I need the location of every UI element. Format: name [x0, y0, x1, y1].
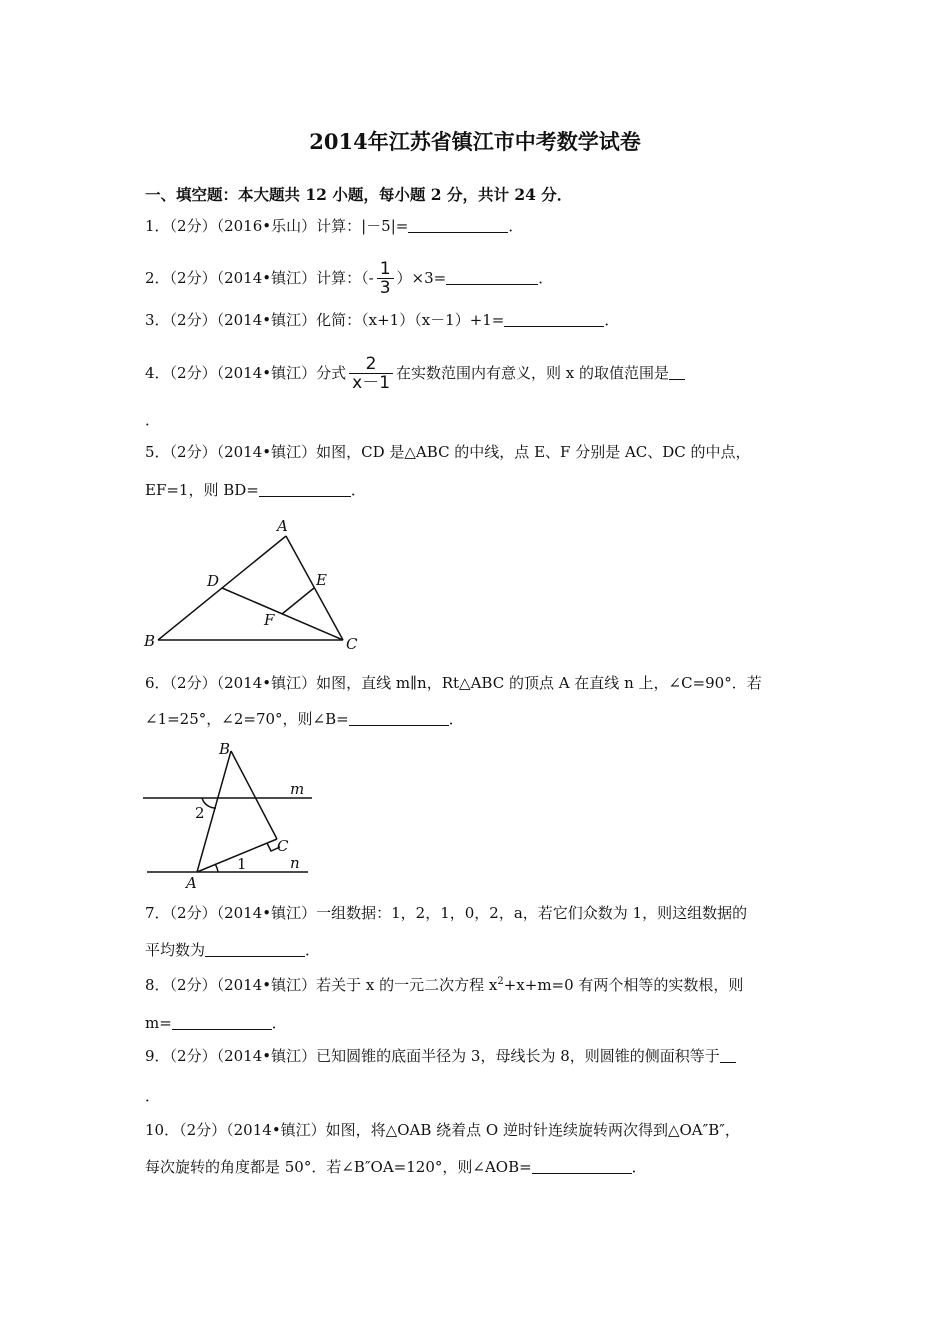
label-angle-1: 1: [237, 855, 247, 873]
q4-frac-denominator: x－1: [352, 373, 391, 393]
q9-answer-blank[interactable]: [720, 1048, 736, 1063]
q4-points: （2分）: [169, 364, 217, 382]
question-7-line2: [145, 940, 320, 960]
q6-number: 6．: [145, 674, 170, 692]
q7-answer-blank[interactable]: [205, 942, 305, 957]
q5-text1: 如图，CD 是△ABC 的中线，点 E、F 分别是 AC、DC 的中点，: [316, 443, 751, 461]
q2-frac-numerator: 1: [377, 260, 394, 279]
q6-points: （2分）: [169, 674, 217, 692]
q5-number: 5．: [145, 443, 170, 461]
q1-points: （2分）: [169, 217, 217, 235]
q8-text1b: +x+m=0 有两个相等的实数根，则: [503, 976, 744, 994]
q5-text2: EF=1，则 BD=: [145, 481, 259, 499]
label-a: A: [186, 874, 197, 892]
question-4: [145, 355, 685, 393]
q5-points: （2分）: [169, 443, 217, 461]
q7-number: 7．: [145, 904, 170, 922]
label-b: B: [219, 740, 231, 758]
question-9: [145, 1046, 736, 1066]
q3-end: ．: [604, 311, 620, 329]
q7-text2: 平均数为: [145, 941, 206, 959]
q8-text2: m=: [145, 1014, 172, 1032]
q6-text2: ∠1=25°，∠2=70°，则∠B=: [145, 710, 349, 728]
question-8-line1: [145, 975, 743, 995]
q4-source: （2014•镇江）: [216, 364, 317, 382]
question-3: [145, 310, 619, 330]
q2-fraction: [377, 260, 394, 298]
q3-source: （2014•镇江）: [216, 311, 317, 329]
angle-1-arc: [215, 864, 218, 872]
label-b: B: [144, 632, 156, 650]
q10-source: （2014•镇江）: [226, 1121, 326, 1139]
side-bc: [231, 751, 277, 839]
label-e: E: [316, 571, 327, 589]
q2-text-a: 计算：（-: [316, 269, 374, 287]
question-2: [145, 260, 553, 298]
q2-points: （2分）: [169, 269, 217, 287]
label-c: C: [346, 635, 358, 652]
q8-points: （2分）: [169, 976, 217, 994]
q3-points: （2分）: [169, 311, 217, 329]
question-5-line1: [145, 442, 751, 462]
label-f: F: [264, 611, 275, 629]
q9-end: ．: [145, 1087, 161, 1105]
q8-end: ．: [271, 1014, 287, 1032]
q10-text1: 如图，将△OAB 绕着点 O 逆时针连续旋转两次得到△OA″B″，: [325, 1121, 740, 1139]
q10-number: 10．: [145, 1121, 180, 1139]
q2-end: ．: [538, 269, 554, 287]
side-ac: [286, 536, 343, 640]
question-5-line2: [145, 480, 366, 500]
q3-answer-blank[interactable]: [504, 312, 604, 327]
q10-end: ．: [631, 1158, 647, 1176]
label-n: n: [290, 854, 300, 872]
q8-source: （2014•镇江）: [216, 976, 317, 994]
q6-text1: 如图，直线 m∥n，Rt△ABC 的顶点 A 在直线 n 上，∠C=90°．若: [316, 674, 762, 692]
q10-answer-blank[interactable]: [532, 1159, 632, 1174]
q8-text1a: 若关于 x 的一元二次方程 x: [316, 976, 498, 994]
q1-answer-blank[interactable]: [408, 218, 508, 233]
q5-answer-blank[interactable]: [259, 482, 351, 497]
page-title: 2014年江苏省镇江市中考数学试卷: [309, 129, 641, 154]
q1-source: （2016•乐山）: [216, 217, 317, 235]
q4-number: 4．: [145, 364, 170, 382]
q2-source: （2014•镇江）: [216, 269, 317, 287]
q10-points: （2分）: [179, 1121, 227, 1139]
question-1: [145, 216, 523, 236]
q5-end: ．: [350, 481, 366, 499]
q4-text-a: 分式: [316, 364, 347, 382]
q7-end: ．: [305, 941, 321, 959]
question-6-line2: [145, 709, 464, 729]
q6-end: ．: [448, 710, 464, 728]
q6-source: （2014•镇江）: [216, 674, 317, 692]
q4-text-b: 在实数范围内有意义，则 x 的取值范围是: [396, 364, 670, 382]
question-7-line1: [145, 903, 747, 923]
q9-text: 已知圆锥的底面半径为 3，母线长为 8，则圆锥的侧面积等于: [316, 1047, 720, 1065]
question-8-line2: [145, 1013, 287, 1033]
q2-frac-denominator: 3: [379, 278, 391, 298]
q3-number: 3．: [145, 311, 170, 329]
q1-end: ．: [508, 217, 524, 235]
q6-parallel-lines-figure: [140, 738, 330, 892]
q2-text-b: ）×3=: [396, 269, 447, 287]
section-heading: 一、填空题：本大题共 12 小题，每小题 2 分，共计 24 分．: [145, 185, 573, 204]
q9-points: （2分）: [169, 1047, 217, 1065]
q8-answer-blank[interactable]: [172, 1015, 272, 1030]
q8-number: 8．: [145, 976, 170, 994]
label-angle-2: 2: [195, 804, 205, 822]
q1-number: 1．: [145, 217, 170, 235]
q2-number: 2．: [145, 269, 170, 287]
label-m: m: [290, 780, 305, 798]
q7-points: （2分）: [169, 904, 217, 922]
q7-source: （2014•镇江）: [216, 904, 317, 922]
q4-frac-numerator: 2: [349, 355, 393, 374]
segment-ef: [282, 588, 314, 614]
q5-source: （2014•镇江）: [216, 443, 317, 461]
q10-text2: 每次旋转的角度都是 50°．若∠B″OA=120°，则∠AOB=: [145, 1158, 532, 1176]
q3-text: 化简：（x+1）（x－1）+1=: [316, 311, 505, 329]
q7-text1: 一组数据：1，2，1，0，2，a，若它们众数为 1，则这组数据的: [316, 904, 748, 922]
q4-end: ．: [145, 411, 161, 429]
q5-triangle-figure: [140, 512, 370, 652]
q9-number: 9．: [145, 1047, 170, 1065]
question-6-line1: [145, 673, 762, 693]
q4-fraction: [349, 355, 393, 393]
question-10-line1: [145, 1120, 740, 1140]
label-d: D: [207, 572, 220, 590]
q2-answer-blank[interactable]: [446, 270, 538, 285]
question-10-line2: [145, 1157, 647, 1177]
label-c: C: [277, 837, 289, 855]
q9-source: （2014•镇江）: [216, 1047, 317, 1065]
label-a: A: [277, 517, 288, 535]
q4-answer-blank[interactable]: [669, 365, 685, 380]
q1-text: 计算：|－5|=: [316, 217, 409, 235]
q8-superscript: 2: [497, 976, 504, 987]
q6-answer-blank[interactable]: [349, 711, 449, 726]
